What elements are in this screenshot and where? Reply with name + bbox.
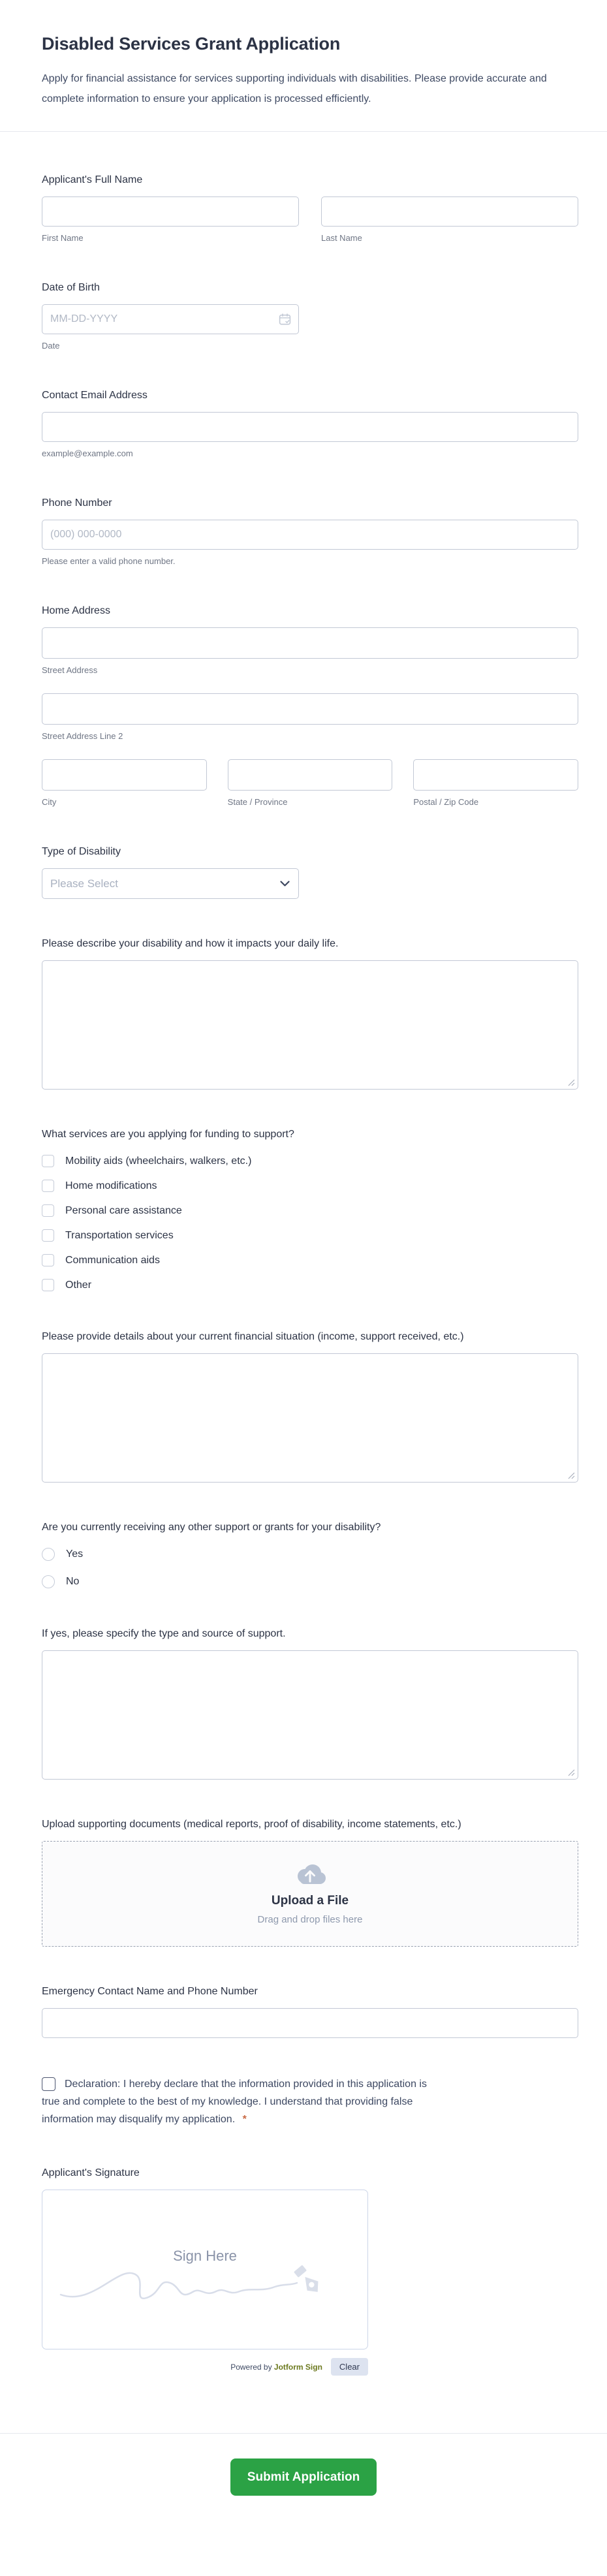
- last-name-input[interactable]: [321, 196, 578, 227]
- communication-aids-checkbox[interactable]: [42, 1254, 54, 1266]
- disability-type-select[interactable]: [42, 868, 299, 899]
- full-name-label: Applicant's Full Name: [42, 174, 143, 185]
- street-address-sublabel: Street Address: [42, 665, 98, 675]
- upload-button-text: Upload a File: [271, 1894, 349, 1908]
- powered-by-label: Powered by: [230, 2362, 272, 2372]
- dob-input[interactable]: [42, 304, 299, 334]
- support-details-label: If yes, please specify the type and source of support.: [42, 1628, 286, 1639]
- signature-pen-icon: [54, 2254, 341, 2313]
- emergency-contact-input[interactable]: [42, 2008, 578, 2038]
- email-label: Contact Email Address: [42, 390, 148, 401]
- radio-row-no[interactable]: [42, 1575, 578, 1589]
- state-input[interactable]: [228, 759, 393, 791]
- form-title: Disabled Services Grant Application: [42, 34, 341, 54]
- question-disability-description: [42, 936, 578, 1090]
- street-address2-sublabel: Street Address Line 2: [42, 731, 123, 741]
- dob-sublabel: Date: [42, 341, 60, 351]
- services-label: What services are you applying for funding to support?: [42, 1129, 294, 1140]
- other-checkbox[interactable]: [42, 1279, 54, 1291]
- radio-row-yes[interactable]: [42, 1547, 578, 1562]
- signature-pad[interactable]: [42, 2190, 368, 2349]
- disability-type-label: Type of Disability: [42, 846, 121, 857]
- checkbox-label: Home modifications: [65, 1180, 157, 1191]
- street-address2-input[interactable]: [42, 693, 578, 725]
- checkbox-row-other[interactable]: [42, 1278, 578, 1292]
- clear-signature-button[interactable]: Clear: [331, 2358, 368, 2376]
- financial-label: Please provide details about your current financial situation (income, support received, etc.): [42, 1331, 464, 1342]
- radio-label: No: [66, 1576, 80, 1587]
- transportation-checkbox[interactable]: [42, 1229, 54, 1242]
- required-asterisk: *: [242, 2114, 247, 2125]
- email-input[interactable]: [42, 412, 578, 442]
- dob-label: Date of Birth: [42, 282, 100, 293]
- disability-description-textarea[interactable]: [42, 960, 578, 1090]
- checkbox-label: Transportation services: [65, 1229, 174, 1241]
- home-modifications-checkbox[interactable]: [42, 1180, 54, 1192]
- upload-label: Upload supporting documents (medical reports, proof of disability, income statements, etc.): [42, 1819, 461, 1830]
- email-sublabel: example@example.com: [42, 448, 133, 458]
- question-disability-type: [42, 844, 578, 899]
- checkbox-row-home-modifications[interactable]: [42, 1179, 578, 1193]
- question-signature: [42, 2165, 578, 2376]
- jotform-sign-brand: Jotform Sign: [273, 2362, 322, 2372]
- address-label: Home Address: [42, 605, 110, 616]
- no-radio[interactable]: [42, 1575, 55, 1588]
- radio-label: Yes: [66, 1548, 84, 1560]
- question-home-address: [42, 603, 578, 807]
- question-phone: [42, 495, 578, 566]
- question-services: [42, 1127, 578, 1292]
- financial-textarea[interactable]: [42, 1353, 578, 1483]
- phone-input[interactable]: [42, 520, 578, 550]
- declaration-text: Declaration: I hereby declare that the information provided in this application is true and complete to the best of my knowledge. I understand that providing false information may disqualify my application.: [42, 2079, 427, 2125]
- mobility-aids-checkbox[interactable]: [42, 1155, 54, 1167]
- personal-care-checkbox[interactable]: [42, 1204, 54, 1217]
- question-email: [42, 388, 578, 458]
- checkbox-row-personal-care[interactable]: [42, 1204, 578, 1217]
- street-address-input[interactable]: [42, 627, 578, 659]
- checkbox-row-communication-aids[interactable]: [42, 1253, 578, 1267]
- postal-sublabel: Postal / Zip Code: [413, 797, 479, 807]
- checkbox-row-transportation[interactable]: [42, 1229, 578, 1242]
- other-support-label: Are you currently receiving any other support or grants for your disability?: [42, 1522, 381, 1533]
- resize-handle-icon[interactable]: [568, 1471, 575, 1478]
- signature-label: Applicant's Signature: [42, 2167, 140, 2178]
- form-subtitle: Apply for financial assistance for services supporting individuals with disabilities. Please provide accurate and complete information to ensure your application is processed efficiently.: [42, 73, 547, 104]
- declaration-row[interactable]: [42, 2075, 445, 2128]
- upload-hint-text: Drag and drop files here: [257, 1914, 363, 1925]
- question-upload: [42, 1817, 578, 1947]
- question-date-of-birth: [42, 280, 578, 351]
- postal-input[interactable]: [413, 759, 578, 791]
- yes-radio[interactable]: [42, 1548, 55, 1561]
- header-divider: [0, 131, 607, 132]
- submit-area: [0, 2434, 607, 2496]
- checkbox-label: Personal care assistance: [65, 1204, 182, 1216]
- submit-button[interactable]: Submit Application: [230, 2458, 377, 2496]
- emergency-label: Emergency Contact Name and Phone Number: [42, 1986, 258, 1997]
- checkbox-label: Communication aids: [65, 1254, 160, 1266]
- first-name-sublabel: First Name: [42, 233, 84, 243]
- question-support-details: [42, 1626, 578, 1780]
- question-emergency-contact: [42, 1984, 578, 2038]
- powered-by-text: [230, 2363, 322, 2372]
- checkbox-row-mobility-aids[interactable]: [42, 1154, 578, 1168]
- resize-handle-icon[interactable]: [568, 1078, 575, 1085]
- first-name-input[interactable]: [42, 196, 299, 227]
- phone-sublabel: Please enter a valid phone number.: [42, 556, 176, 566]
- question-financial: [42, 1329, 578, 1483]
- question-full-name: [42, 172, 578, 243]
- question-other-support: [42, 1520, 578, 1589]
- checkbox-label: Mobility aids (wheelchairs, walkers, etc.): [65, 1155, 252, 1167]
- city-sublabel: City: [42, 797, 57, 807]
- question-declaration: [42, 2075, 578, 2128]
- checkbox-label: Other: [65, 1279, 92, 1291]
- upload-cloud-icon: [294, 1862, 326, 1886]
- last-name-sublabel: Last Name: [321, 233, 362, 243]
- resize-handle-icon[interactable]: [568, 1768, 575, 1775]
- file-dropzone[interactable]: [42, 1841, 578, 1947]
- sign-here-placeholder: Sign Here: [173, 2248, 237, 2264]
- city-input[interactable]: [42, 759, 207, 791]
- state-sublabel: State / Province: [227, 797, 288, 807]
- disability-description-label: Please describe your disability and how it impacts your daily life.: [42, 938, 339, 949]
- phone-label: Phone Number: [42, 497, 112, 509]
- declaration-checkbox[interactable]: [42, 2077, 55, 2091]
- support-details-textarea[interactable]: [42, 1650, 578, 1780]
